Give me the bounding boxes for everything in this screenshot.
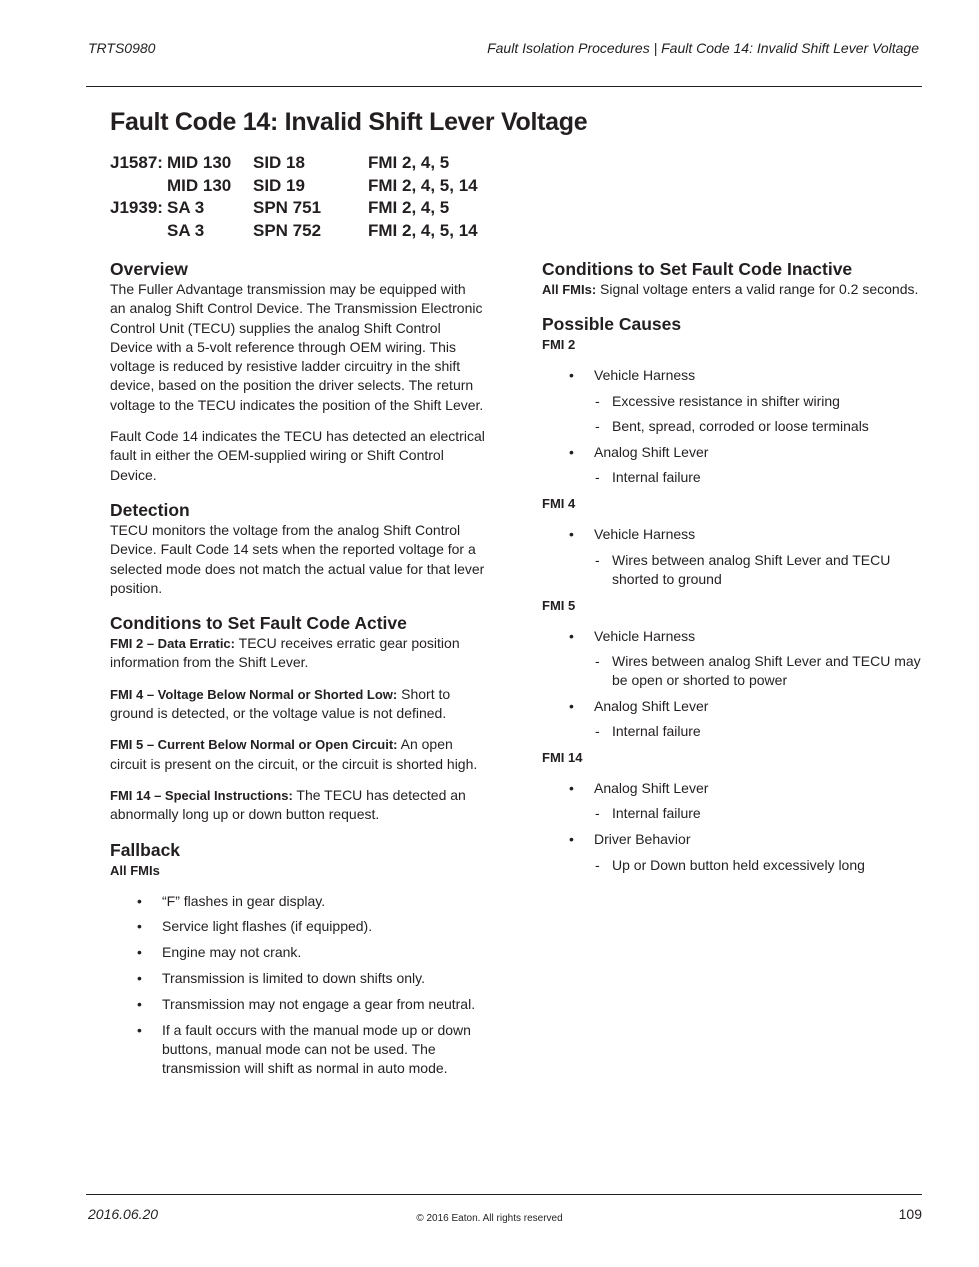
source-id: SA 3 — [167, 220, 205, 240]
sub-list-item: - Wires between analog Shift Lever and TECU may be open or shorted to power — [594, 652, 922, 691]
active-condition — [110, 786, 485, 825]
fmi-label: FMI 2 – Data Erratic: — [110, 636, 235, 652]
list-item: • Engine may not crank. — [110, 943, 485, 962]
condition-text: The TECU has detected an abnormally long up or down button request. — [110, 786, 466, 823]
list-item: • “F” flashes in gear display. — [110, 892, 485, 911]
source-id: SA 3 — [167, 198, 205, 217]
fmi-group-label: FMI 2 — [542, 337, 576, 353]
sub-cause-list — [594, 551, 922, 590]
footer-rule — [86, 1194, 922, 1195]
list-item — [542, 525, 922, 589]
fallback-subheading: All FMIs — [110, 862, 160, 878]
cause-label: Analog Shift Lever — [594, 444, 709, 461]
list-item — [542, 443, 922, 488]
list-item: • Transmission may not engage a gear from neutral. — [110, 995, 485, 1014]
fmi-list: FMI 2, 4, 5 — [368, 153, 450, 172]
active-condition — [110, 634, 485, 673]
cause-list — [542, 525, 922, 589]
overview-heading: Overview — [110, 259, 188, 279]
page-number: 109 — [898, 1206, 922, 1222]
footer-date: 2016.06.20 — [88, 1206, 159, 1222]
list-item: • If a fault occurs with the manual mode up or down buttons, manual mode can not be used. The transmission will shift as normal in auto mode. — [110, 1021, 485, 1079]
fmi-label: FMI 5 – Current Below Normal or Open Circuit: — [110, 737, 398, 753]
inactive-condition — [542, 280, 922, 299]
sub-list-item: - Internal failure — [594, 804, 922, 823]
active-condition — [110, 685, 485, 724]
fmi-label: FMI 14 – Special Instructions: — [110, 787, 293, 803]
active-condition — [110, 735, 485, 774]
overview-paragraph: Fault Code 14 indicates the TECU has detected an electrical fault in either the OEM-supplied wiring or Shift Control Device. — [110, 428, 485, 483]
cause-label: Vehicle Harness — [594, 526, 696, 543]
right-column — [542, 258, 922, 881]
inactive-conditions-heading: Conditions to Set Fault Code Inactive — [542, 259, 853, 279]
condition-text: Short to ground is detected, or the voltage value is not defined. — [110, 685, 451, 722]
page-title: Fault Code 14: Invalid Shift Lever Voltage — [110, 108, 588, 136]
active-conditions-heading: Conditions to Set Fault Code Active — [110, 613, 407, 634]
condition-text: TECU receives erratic gear position information from the Shift Lever. — [110, 635, 460, 671]
list-item — [542, 779, 922, 824]
protocol-label: J1939: — [110, 198, 163, 217]
copyright-notice: © 2016 Eaton. All rights reserved — [416, 1213, 563, 1224]
fmi-label: All FMIs: — [542, 282, 597, 297]
sub-cause-list — [594, 804, 922, 823]
list-item — [542, 830, 922, 875]
cause-label: Vehicle Harness — [594, 627, 696, 644]
header-rule — [86, 86, 922, 87]
parameter-id: SID 19 — [253, 175, 305, 195]
detection-heading: Detection — [110, 499, 190, 520]
sub-list-item: - Bent, spread, corroded or loose terminals — [594, 417, 922, 436]
section-header: Fault Isolation Procedures | Fault Code 14: Invalid Shift Lever Voltage — [487, 40, 919, 56]
source-id: MID 130 — [167, 175, 232, 195]
fmi-group-label: FMI 5 — [542, 597, 576, 613]
fmi-label: FMI 4 – Voltage Below Normal or Shorted Low: — [110, 686, 398, 702]
sub-list-item: - Wires between analog Shift Lever and TECU shorted to ground — [594, 551, 922, 590]
protocol-label: J1587: — [110, 153, 163, 172]
fmi-list: FMI 2, 4, 5, 14 — [368, 175, 478, 195]
overview-paragraph: The Fuller Advantage transmission may be equipped with an analog Shift Control Device. The Transmission Electronic Control Unit (TECU) supplies the analog Shift Control Device with a 5-volt reference through OEM wiring. This voltage is reduced by resistive ladder circuitry in the shift device, based on the position the driver selects. The return voltage to the TECU indicates the position of the Shift Lever. — [110, 281, 484, 413]
fallback-heading: Fallback — [110, 839, 181, 860]
source-id: MID 130 — [167, 153, 232, 172]
fmi-group-label: FMI 4 — [542, 496, 576, 512]
fmi-list: FMI 2, 4, 5, 14 — [368, 220, 478, 240]
left-column — [110, 258, 485, 1085]
parameter-id: SPN 752 — [253, 220, 322, 240]
cause-list — [542, 627, 922, 742]
possible-causes-heading: Possible Causes — [542, 314, 682, 335]
condition-text: An open circuit is present on the circuit, or the circuit is shorted high. — [110, 736, 478, 772]
sub-cause-list — [594, 392, 922, 437]
fallback-list — [110, 892, 485, 1079]
sub-list-item: - Up or Down button held excessively long — [594, 856, 922, 875]
sub-list-item: - Excessive resistance in shifter wiring — [594, 392, 922, 411]
document-id: TRTS0980 — [88, 40, 156, 56]
detection-paragraph: TECU monitors the voltage from the analog Shift Control Device. Fault Code 14 sets when the reported voltage for a selected mode does not match the actual value for that lever position. — [110, 521, 485, 596]
cause-label: Driver Behavior — [594, 831, 691, 848]
cause-label: Analog Shift Lever — [594, 780, 709, 797]
cause-list — [542, 366, 922, 487]
sub-cause-list — [594, 856, 922, 875]
fmi-group-label: FMI 14 — [542, 750, 583, 766]
sub-cause-list — [594, 722, 922, 741]
list-item — [542, 366, 922, 436]
fmi-list: FMI 2, 4, 5 — [368, 198, 450, 217]
parameter-id: SID 18 — [253, 153, 305, 172]
list-item: • Transmission is limited to down shifts only. — [110, 969, 485, 988]
sub-cause-list — [594, 652, 922, 691]
cause-label: Vehicle Harness — [594, 367, 696, 384]
condition-text: Signal voltage enters a valid range for 0.2 seconds. — [596, 281, 919, 297]
list-item — [542, 627, 922, 691]
list-item — [542, 697, 922, 742]
cause-list — [542, 779, 922, 875]
sub-list-item: - Internal failure — [594, 468, 922, 487]
list-item: • Service light flashes (if equipped). — [110, 917, 485, 936]
sub-cause-list — [594, 468, 922, 487]
parameter-id: SPN 751 — [253, 198, 322, 217]
sub-list-item: - Internal failure — [594, 722, 922, 741]
cause-label: Analog Shift Lever — [594, 698, 709, 715]
